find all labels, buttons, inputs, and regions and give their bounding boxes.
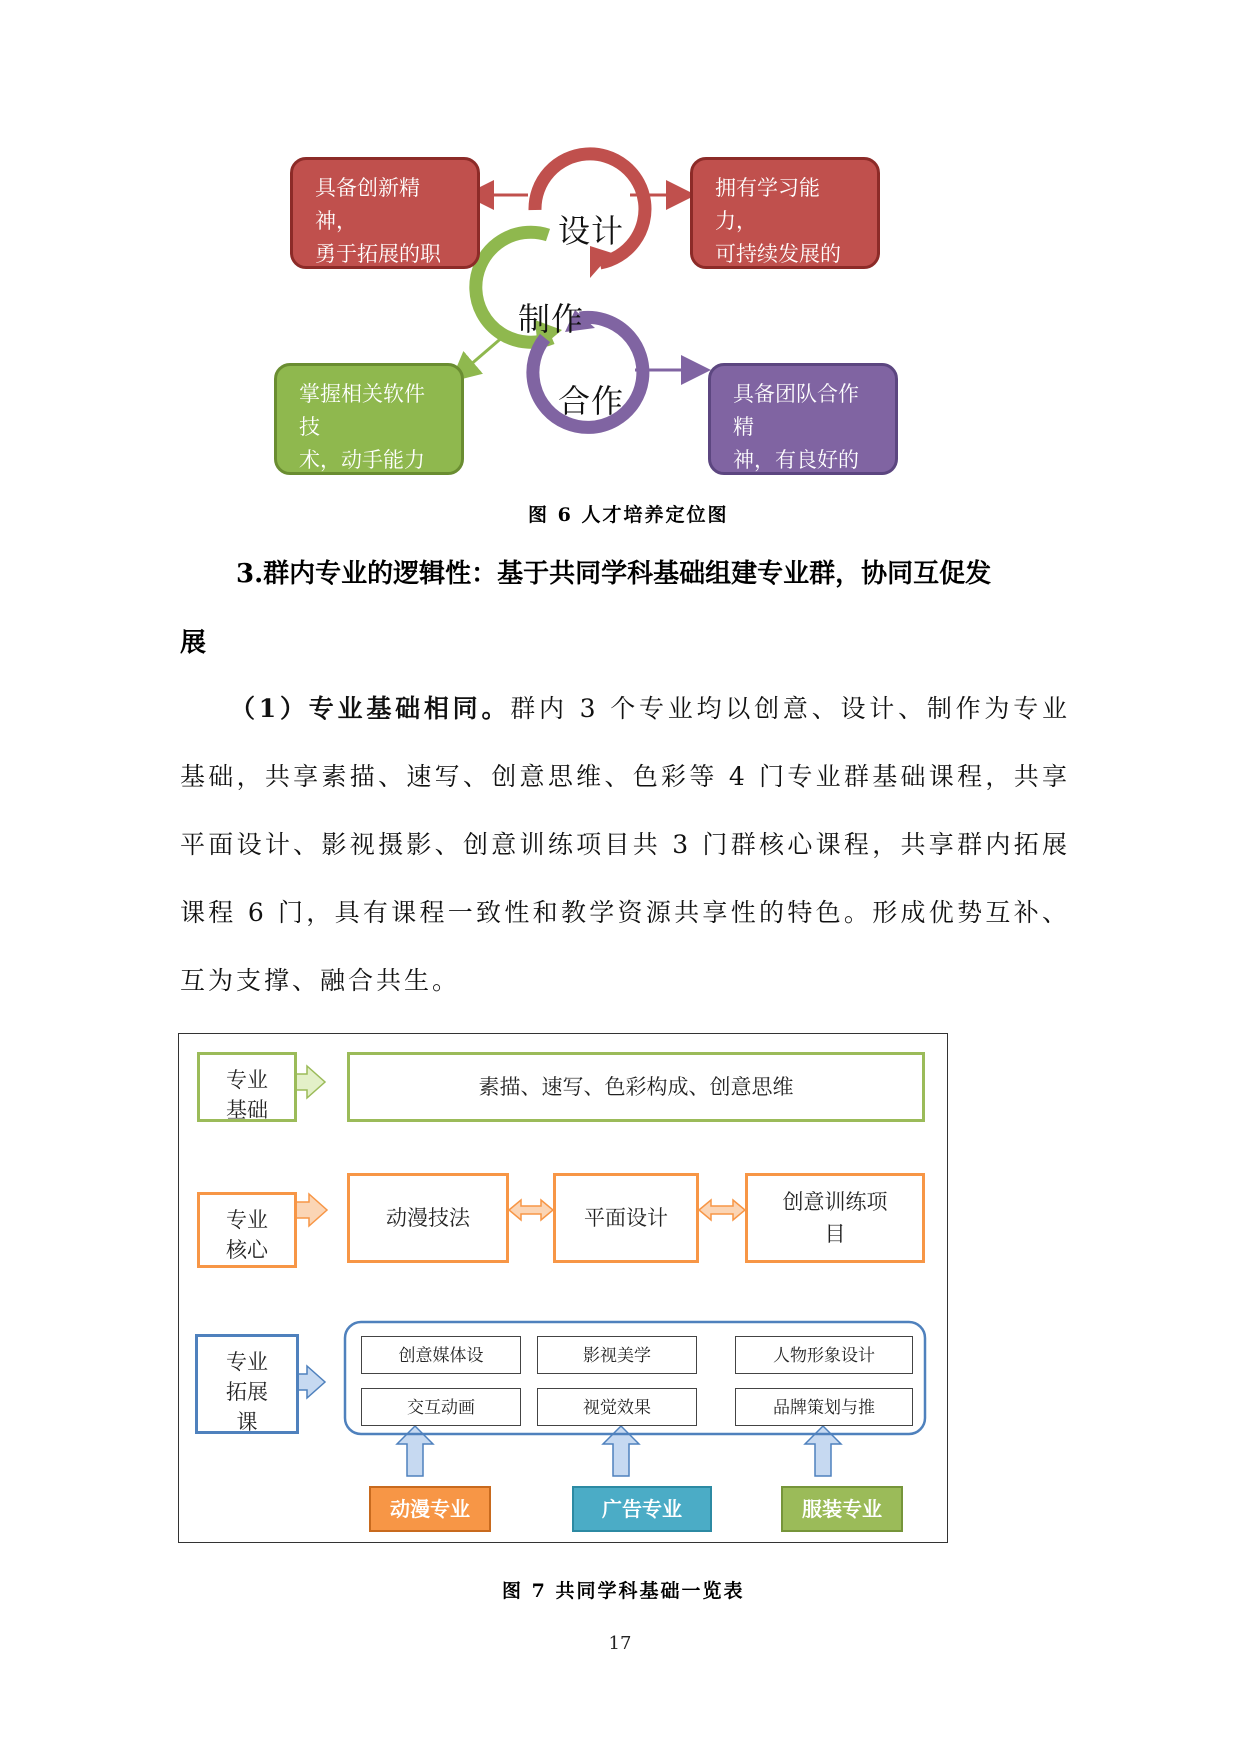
extension-course-1: 创意媒体设	[361, 1336, 521, 1374]
figure6-caption: 图 6 人才培养定位图	[528, 504, 729, 526]
major-animation: 动漫专业	[369, 1486, 491, 1532]
figure-common-foundation	[178, 1033, 948, 1543]
cycle-label-design: 设计	[558, 212, 625, 250]
box-teamwork: 具备团队合作精 神，有良好的沟 通能力。	[708, 363, 898, 475]
extension-course-6: 品牌策划与推	[735, 1388, 913, 1426]
major-fashion: 服装专业	[781, 1486, 903, 1532]
extension-course-3: 人物形象设计	[735, 1336, 913, 1374]
foundation-courses: 素描、速写、色彩构成、创意思维	[347, 1052, 925, 1122]
box-learning-ability: 拥有学习能力， 可持续发展的人 才。	[690, 157, 880, 269]
box-software-skills: 掌握相关软件技 术，动手能力较 强。	[274, 363, 464, 475]
paragraph-text: 群内 3 个专业均以创意、设计、制作为专业基础，共享素描、速写、创意思维、色彩等 4 门专业群基础课程，共享平面设计、影视摄影、创意训练项目共 3 门群核心课程，共享群内拓展课程 6 门，具有课程一致性和教学资源共享性的特色。形成优势互补、互为支撑、融合共生。	[180, 694, 1070, 995]
core-course-creative-training: 创意训练项 目	[745, 1173, 925, 1263]
section-heading-line1: 3.群内专业的逻辑性：基于共同学科基础组建专业群，协同互促发	[236, 559, 992, 589]
box-innovation-spirit: 具备创新精神， 勇于拓展的职业 精神。	[290, 157, 480, 269]
core-course-graphic-design: 平面设计	[553, 1173, 699, 1263]
label-foundation: 专业 基础	[197, 1052, 297, 1122]
label-core: 专业 核心	[197, 1192, 297, 1268]
body-paragraph	[180, 675, 1070, 1015]
major-advertising: 广告专业	[572, 1486, 712, 1532]
extension-course-4: 交互动画	[361, 1388, 521, 1426]
figure7-caption: 图 7 共同学科基础一览表	[502, 1580, 745, 1602]
label-extension: 专业 拓展 课	[195, 1334, 299, 1434]
paragraph-lead: （1）专业基础相同。	[230, 694, 511, 723]
page-number: 17	[608, 1633, 632, 1654]
section-heading-line2: 展	[180, 628, 207, 658]
extension-course-2: 影视美学	[537, 1336, 697, 1374]
cycle-label-make: 制作	[518, 300, 585, 338]
cycle-label-cooperate: 合作	[558, 382, 625, 420]
core-course-animation: 动漫技法	[347, 1173, 509, 1263]
extension-course-5: 视觉效果	[537, 1388, 697, 1426]
